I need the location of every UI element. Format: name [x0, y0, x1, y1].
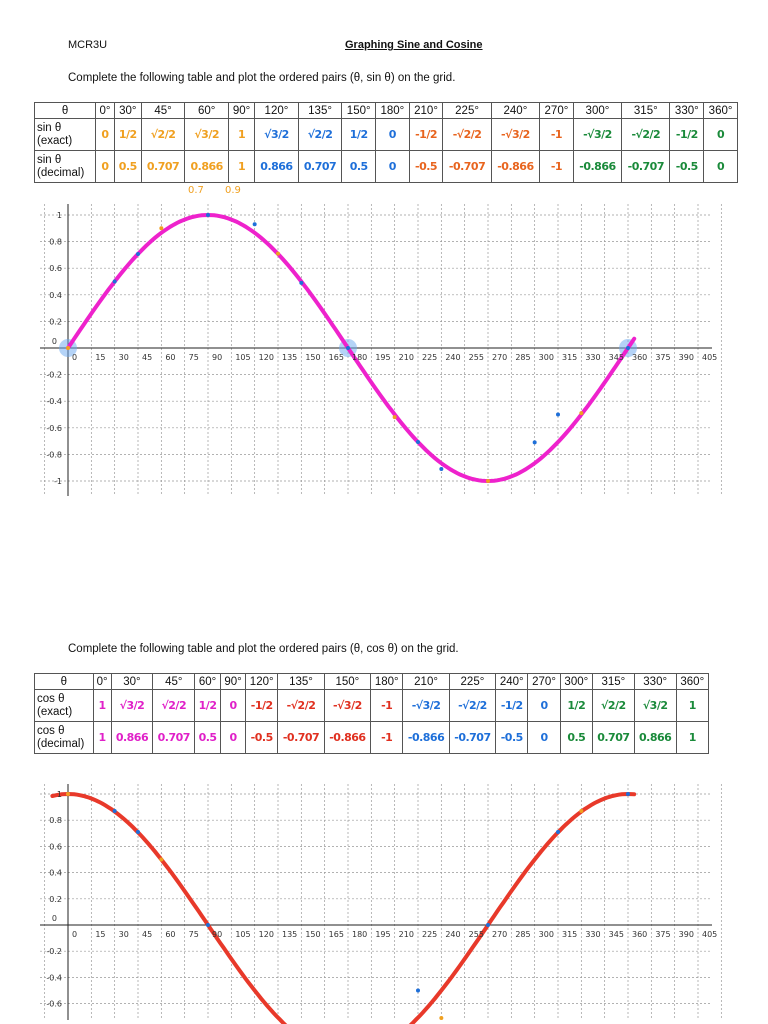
- exact-value-cell: 0: [220, 690, 245, 722]
- x-tick-label: 135: [282, 930, 298, 939]
- cosine-graph: [0, 780, 768, 1024]
- x-tick-label: 105: [235, 353, 251, 362]
- plotted-point: [299, 281, 303, 285]
- exact-value-cell: -1/2: [409, 119, 443, 151]
- plotted-point: [579, 809, 583, 813]
- angle-header: 135°: [278, 674, 324, 690]
- angle-header: 270°: [540, 103, 574, 119]
- exact-value-cell: 1: [676, 690, 708, 722]
- y-tick-label: -0.6: [46, 999, 62, 1009]
- decimal-value-cell: 0.5: [114, 151, 141, 183]
- exact-value-cell: -√2/2: [278, 690, 324, 722]
- angle-header: 225°: [449, 674, 495, 690]
- plotted-point: [486, 923, 490, 927]
- x-tick-label: 405: [702, 353, 718, 362]
- decimal-value-cell: 0.866: [634, 722, 676, 754]
- decimal-value-cell: 0.866: [185, 151, 229, 183]
- x-tick-label: 375: [655, 353, 671, 362]
- plotted-point: [136, 830, 140, 834]
- worksheet-title: Graphing Sine and Cosine: [345, 39, 483, 51]
- angle-header: 300°: [560, 674, 592, 690]
- exact-value-cell: -1/2: [246, 690, 278, 722]
- x-tick-label: 330: [585, 930, 601, 939]
- x-tick-label: 60: [165, 353, 176, 362]
- exact-value-cell: 1/2: [195, 690, 221, 722]
- angle-header: 270°: [528, 674, 560, 690]
- x-tick-label: 150: [305, 930, 321, 939]
- angle-header: 60°: [195, 674, 221, 690]
- y-tick-label: 0.2: [49, 894, 62, 904]
- plotted-point: [626, 792, 630, 796]
- decimal-value-cell: 0.707: [141, 151, 185, 183]
- x-tick-label: 405: [702, 930, 718, 939]
- decimal-value-cell: 1: [228, 151, 254, 183]
- theta-header: θ: [35, 103, 96, 119]
- x-tick-label: 195: [375, 353, 391, 362]
- exact-value-cell: -√3/2: [573, 119, 621, 151]
- row-label-line: (decimal): [37, 737, 85, 750]
- decimal-value-cell: 0.5: [560, 722, 592, 754]
- decimal-row-label: [35, 722, 94, 754]
- x-tick-label: 360: [632, 353, 648, 362]
- x-tick-label: 180: [352, 930, 368, 939]
- exact-row: [35, 690, 709, 722]
- angle-header: 360°: [676, 674, 708, 690]
- x-tick-label: 75: [188, 930, 199, 939]
- angle-header: 0°: [96, 103, 115, 119]
- decimal-value-cell: 0: [528, 722, 560, 754]
- cosine-table: [34, 673, 709, 754]
- exact-row-label: [35, 119, 96, 151]
- x-tick-label: 135: [282, 353, 298, 362]
- y-tick-label: -0.2: [46, 370, 62, 380]
- exact-value-cell: 1: [93, 690, 111, 722]
- plotted-point: [206, 923, 210, 927]
- exact-value-cell: -1/2: [496, 690, 528, 722]
- exact-value-cell: 1/2: [560, 690, 592, 722]
- decimal-value-cell: -0.707: [449, 722, 495, 754]
- x-tick-label: 345: [608, 353, 624, 362]
- y-tick-label: 0.2: [49, 317, 62, 327]
- y-tick-label: 0.6: [49, 842, 62, 852]
- x-tick-label: 75: [188, 353, 199, 362]
- angle-header: 330°: [670, 103, 704, 119]
- angle-header: 315°: [622, 103, 670, 119]
- x-tick-label: 0: [72, 353, 78, 362]
- decimal-value-cell: 0.5: [195, 722, 221, 754]
- exact-value-cell: -1: [371, 690, 403, 722]
- hand-drawn-curve: [52, 794, 634, 1024]
- plotted-point: [439, 467, 443, 471]
- angle-header: 135°: [298, 103, 342, 119]
- sine-note-60: 0.9: [225, 185, 241, 196]
- exact-value-cell: -√3/2: [324, 690, 370, 722]
- x-tick-label: 180: [352, 353, 368, 362]
- theta-header: θ: [35, 674, 94, 690]
- plotted-point: [393, 415, 397, 419]
- x-tick-label: 45: [142, 930, 153, 939]
- x-tick-label: 225: [422, 353, 438, 362]
- plotted-point: [276, 252, 280, 256]
- plotted-point: [136, 252, 140, 256]
- decimal-value-cell: 0: [704, 151, 738, 183]
- row-label-line: sin θ: [37, 121, 62, 134]
- plotted-point: [159, 858, 163, 862]
- y-tick-label: 0.6: [49, 264, 62, 274]
- y-tick-label: -0.8: [46, 450, 62, 460]
- x-tick-label: 105: [235, 930, 251, 939]
- angle-header: 150°: [342, 103, 376, 119]
- plotted-point: [416, 989, 420, 993]
- exact-value-cell: 0: [528, 690, 560, 722]
- angle-header: 30°: [111, 674, 153, 690]
- x-tick-label: 300: [538, 930, 554, 939]
- decimal-value-cell: 1: [676, 722, 708, 754]
- y-tick-label: 0: [51, 337, 57, 346]
- decimal-value-cell: -0.707: [622, 151, 670, 183]
- plotted-point: [579, 411, 583, 415]
- exact-value-cell: √2/2: [141, 119, 185, 151]
- y-tick-label: 0.8: [49, 816, 62, 826]
- x-tick-label: 270: [492, 930, 508, 939]
- exact-value-cell: -1: [540, 119, 574, 151]
- x-tick-label: 240: [445, 353, 461, 362]
- plotted-point: [206, 213, 210, 217]
- y-tick-label: 0: [51, 914, 57, 923]
- x-tick-label: 15: [95, 353, 106, 362]
- exact-value-cell: 0: [704, 119, 738, 151]
- y-tick-label: 1: [56, 211, 62, 220]
- row-label-line: cos θ: [37, 692, 65, 705]
- angle-header: 360°: [704, 103, 738, 119]
- decimal-value-cell: 0.866: [111, 722, 153, 754]
- decimal-value-cell: 0: [96, 151, 115, 183]
- sine-graph: [0, 200, 768, 500]
- x-tick-label: 255: [468, 353, 484, 362]
- decimal-row-label: [35, 151, 96, 183]
- decimal-value-cell: 0: [376, 151, 410, 183]
- decimal-value-cell: -0.5: [670, 151, 704, 183]
- angle-header: 60°: [185, 103, 229, 119]
- plotted-point: [486, 479, 490, 483]
- sine-instruction: Complete the following table and plot the ordered pairs (θ, sin θ) on the grid.: [68, 72, 456, 84]
- angle-header: 210°: [409, 103, 443, 119]
- x-tick-label: 165: [328, 930, 344, 939]
- x-tick-label: 390: [678, 353, 694, 362]
- angle-header: 225°: [443, 103, 491, 119]
- row-label-line: sin θ: [37, 153, 62, 166]
- x-tick-label: 285: [515, 353, 531, 362]
- exact-value-cell: √2/2: [298, 119, 342, 151]
- angle-header: 150°: [324, 674, 370, 690]
- exact-value-cell: -1/2: [670, 119, 704, 151]
- plotted-point: [439, 1016, 443, 1020]
- x-tick-label: 30: [118, 353, 129, 362]
- plotted-point: [66, 792, 70, 796]
- decimal-value-cell: -0.866: [324, 722, 370, 754]
- x-tick-label: 0: [72, 930, 78, 939]
- exact-value-cell: 1: [228, 119, 254, 151]
- decimal-value-cell: -0.866: [403, 722, 449, 754]
- y-tick-label: 1: [56, 790, 62, 799]
- x-tick-label: 90: [212, 930, 223, 939]
- header-row: [35, 674, 709, 690]
- row-label-line: (decimal): [37, 166, 85, 179]
- exact-value-cell: 1/2: [342, 119, 376, 151]
- plotted-point: [159, 226, 163, 230]
- x-tick-label: 90: [212, 353, 223, 362]
- plotted-point: [533, 440, 537, 444]
- decimal-value-cell: -1: [371, 722, 403, 754]
- exact-value-cell: √2/2: [153, 690, 195, 722]
- x-tick-label: 225: [422, 930, 438, 939]
- angle-header: 180°: [376, 103, 410, 119]
- exact-value-cell: 0: [376, 119, 410, 151]
- exact-row-label: [35, 690, 94, 722]
- y-tick-label: -0.6: [46, 423, 62, 433]
- sine-table: [34, 102, 738, 183]
- x-tick-label: 15: [95, 930, 106, 939]
- decimal-value-cell: -0.5: [246, 722, 278, 754]
- plotted-point: [113, 809, 117, 813]
- x-tick-label: 360: [632, 930, 648, 939]
- decimal-value-cell: 0.707: [298, 151, 342, 183]
- angle-header: 210°: [403, 674, 449, 690]
- x-tick-label: 390: [678, 930, 694, 939]
- plotted-point: [556, 830, 560, 834]
- decimal-value-cell: 0.707: [592, 722, 634, 754]
- angle-header: 300°: [573, 103, 621, 119]
- y-tick-label: -0.4: [46, 397, 62, 407]
- exact-value-cell: -√2/2: [449, 690, 495, 722]
- exact-value-cell: √3/2: [111, 690, 153, 722]
- decimal-value-cell: 0.707: [153, 722, 195, 754]
- x-tick-label: 30: [118, 930, 129, 939]
- plotted-point: [253, 222, 257, 226]
- angle-header: 315°: [592, 674, 634, 690]
- angle-header: 240°: [496, 674, 528, 690]
- decimal-value-cell: -0.5: [496, 722, 528, 754]
- exact-value-cell: 1/2: [114, 119, 141, 151]
- plotted-point: [346, 346, 350, 350]
- x-tick-label: 120: [258, 930, 274, 939]
- x-tick-label: 195: [375, 930, 391, 939]
- exact-value-cell: √3/2: [634, 690, 676, 722]
- row-label-line: (exact): [37, 705, 73, 718]
- plotted-point: [416, 440, 420, 444]
- plotted-point: [66, 346, 70, 350]
- exact-row: [35, 119, 738, 151]
- decimal-value-cell: -0.5: [409, 151, 443, 183]
- sine-note-45: 0.7: [188, 185, 204, 196]
- x-tick-label: 120: [258, 353, 274, 362]
- y-tick-label: -0.2: [46, 947, 62, 957]
- angle-header: 45°: [153, 674, 195, 690]
- row-label-line: cos θ: [37, 724, 65, 737]
- cosine-instruction: Complete the following table and plot the ordered pairs (θ, cos θ) on the grid.: [68, 643, 459, 655]
- x-tick-label: 345: [608, 930, 624, 939]
- exact-value-cell: -√2/2: [622, 119, 670, 151]
- x-tick-label: 240: [445, 930, 461, 939]
- exact-value-cell: 0: [96, 119, 115, 151]
- y-tick-label: -1: [54, 477, 62, 486]
- x-tick-label: 330: [585, 353, 601, 362]
- x-tick-label: 315: [562, 930, 578, 939]
- angle-header: 0°: [93, 674, 111, 690]
- exact-value-cell: -√3/2: [491, 119, 539, 151]
- decimal-value-cell: -1: [540, 151, 574, 183]
- decimal-value-cell: -0.866: [573, 151, 621, 183]
- angle-header: 30°: [114, 103, 141, 119]
- angle-header: 90°: [220, 674, 245, 690]
- x-tick-label: 375: [655, 930, 671, 939]
- exact-value-cell: √3/2: [185, 119, 229, 151]
- plotted-point: [626, 346, 630, 350]
- x-tick-label: 270: [492, 353, 508, 362]
- exact-value-cell: √2/2: [592, 690, 634, 722]
- angle-header: 120°: [255, 103, 299, 119]
- y-tick-label: 0.4: [49, 868, 62, 878]
- angle-header: 330°: [634, 674, 676, 690]
- decimal-value-cell: 0.866: [255, 151, 299, 183]
- y-tick-label: 0.8: [49, 237, 62, 247]
- angle-header: 180°: [371, 674, 403, 690]
- x-tick-label: 300: [538, 353, 554, 362]
- angle-header: 45°: [141, 103, 185, 119]
- decimal-value-cell: -0.707: [443, 151, 491, 183]
- x-tick-label: 165: [328, 353, 344, 362]
- angle-header: 120°: [246, 674, 278, 690]
- x-tick-label: 315: [562, 353, 578, 362]
- x-tick-label: 210: [398, 930, 414, 939]
- decimal-value-cell: 1: [93, 722, 111, 754]
- x-tick-label: 255: [468, 930, 484, 939]
- decimal-row: [35, 722, 709, 754]
- row-label-line: (exact): [37, 134, 73, 147]
- exact-value-cell: -√2/2: [443, 119, 491, 151]
- decimal-value-cell: 0: [220, 722, 245, 754]
- y-tick-label: -0.4: [46, 973, 62, 983]
- decimal-value-cell: -0.707: [278, 722, 324, 754]
- x-tick-label: 45: [142, 353, 153, 362]
- exact-value-cell: √3/2: [255, 119, 299, 151]
- x-tick-label: 150: [305, 353, 321, 362]
- plotted-point: [556, 413, 560, 417]
- x-tick-label: 285: [515, 930, 531, 939]
- course-code: MCR3U: [68, 39, 108, 51]
- decimal-value-cell: 0.5: [342, 151, 376, 183]
- decimal-value-cell: -0.866: [491, 151, 539, 183]
- exact-value-cell: -√3/2: [403, 690, 449, 722]
- angle-header: 90°: [228, 103, 254, 119]
- angle-header: 240°: [491, 103, 539, 119]
- decimal-row: [35, 151, 738, 183]
- header-row: [35, 103, 738, 119]
- y-tick-label: 0.4: [49, 290, 62, 300]
- x-tick-label: 210: [398, 353, 414, 362]
- x-tick-label: 60: [165, 930, 176, 939]
- plotted-point: [113, 280, 117, 284]
